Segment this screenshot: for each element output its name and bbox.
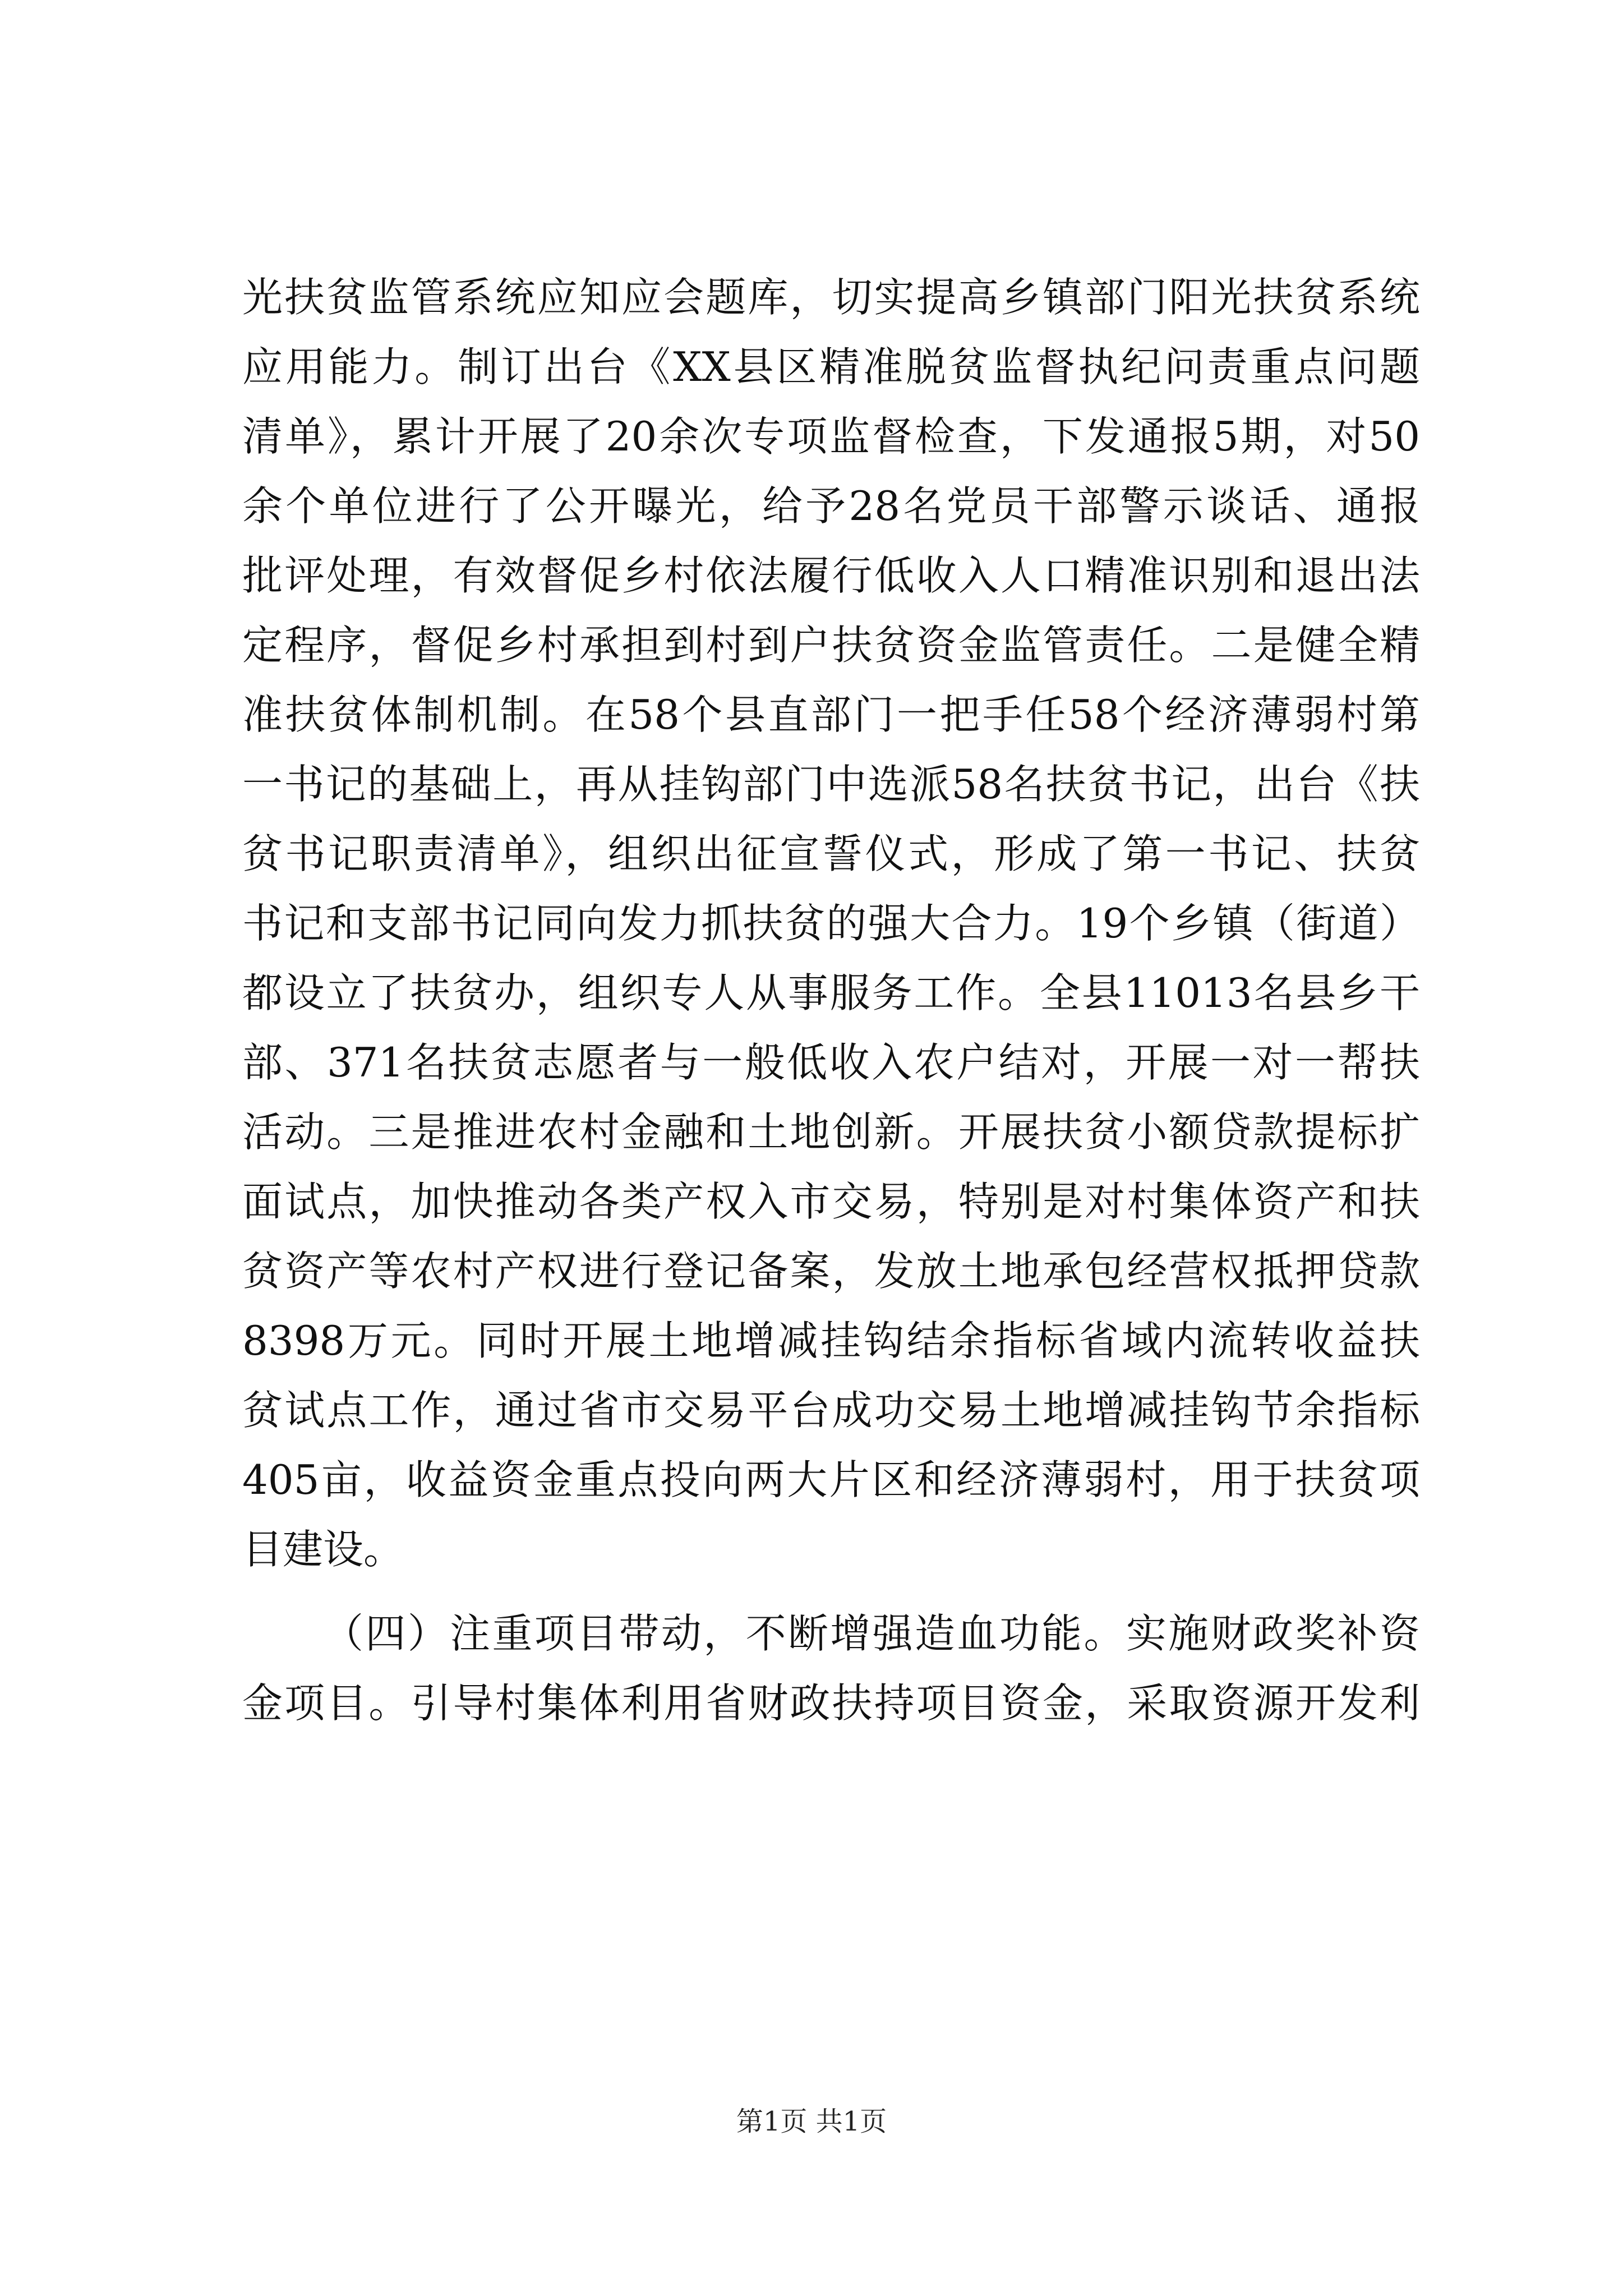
text-line: 光扶贫监管系统应知应会题库，切实提高乡镇部门阳光扶贫系统 [242,274,1420,321]
text-line: 定程序，督促乡村承担到村到户扶贫资金监管责任。二是健全精 [242,622,1420,669]
text-line: 准扶贫体制机制。在58个县直部门一把手任58个经济薄弱村第 [242,691,1420,738]
text-line: 贫书记职责清单》，组织出征宣誓仪式，形成了第一书记、扶贫 [242,830,1420,877]
text-line: 活动。三是推进农村金融和土地创新。开展扶贫小额贷款提标扩 [242,1108,1420,1156]
text-line: 都设立了扶贫办，组织专人从事服务工作。全县11013名县乡干 [242,969,1420,1016]
text-line: 面试点，加快推动各类产权入市交易，特别是对村集体资产和扶 [242,1178,1420,1225]
text-line: 405亩，收益资金重点投向两大片区和经济薄弱村，用于扶贫项 [242,1456,1420,1503]
paragraph-1 [242,263,1420,1584]
text-line: 书记和支部书记同向发力抓扶贫的强大合力。19个乡镇（街道） [242,900,1420,947]
page-footer: 第1页 共1页 [736,2106,887,2137]
text-line: 一书记的基础上，再从挂钩部门中选派58名扶贫书记，出台《扶 [242,761,1420,808]
text-line: 8398万元。同时开展土地增减挂钩结余指标省域内流转收益扶 [242,1317,1420,1364]
text-line: 批评处理，有效督促乡村依法履行低收入人口精准识别和退出法 [242,552,1420,599]
text-line: 清单》，累计开展了20余次专项监督检查，下发通报5期，对50 [242,413,1420,460]
text-line: （四）注重项目带动，不断增强造血功能。实施财政奖补资 [323,1610,1420,1657]
paragraph-2 [242,1599,1420,1738]
text-line: 应用能力。制订出台《XX县区精准脱贫监督执纪问责重点问题 [242,343,1420,390]
text-line: 贫资产等农村产权进行登记备案，发放土地承包经营权抵押贷款 [242,1248,1420,1295]
text-line: 贫试点工作，通过省市交易平台成功交易土地增减挂钩节余指标 [242,1387,1420,1434]
text-line: 金项目。引导村集体利用省财政扶持项目资金，采取资源开发利 [242,1680,1420,1727]
text-line: 余个单位进行了公开曝光，给予28名党员干部警示谈话、通报 [242,482,1420,530]
text-line: 部、371名扶贫志愿者与一般低收入农户结对，开展一对一帮扶 [242,1039,1420,1086]
document-body [242,263,1420,1738]
text-line: 目建设。 [242,1526,404,1573]
